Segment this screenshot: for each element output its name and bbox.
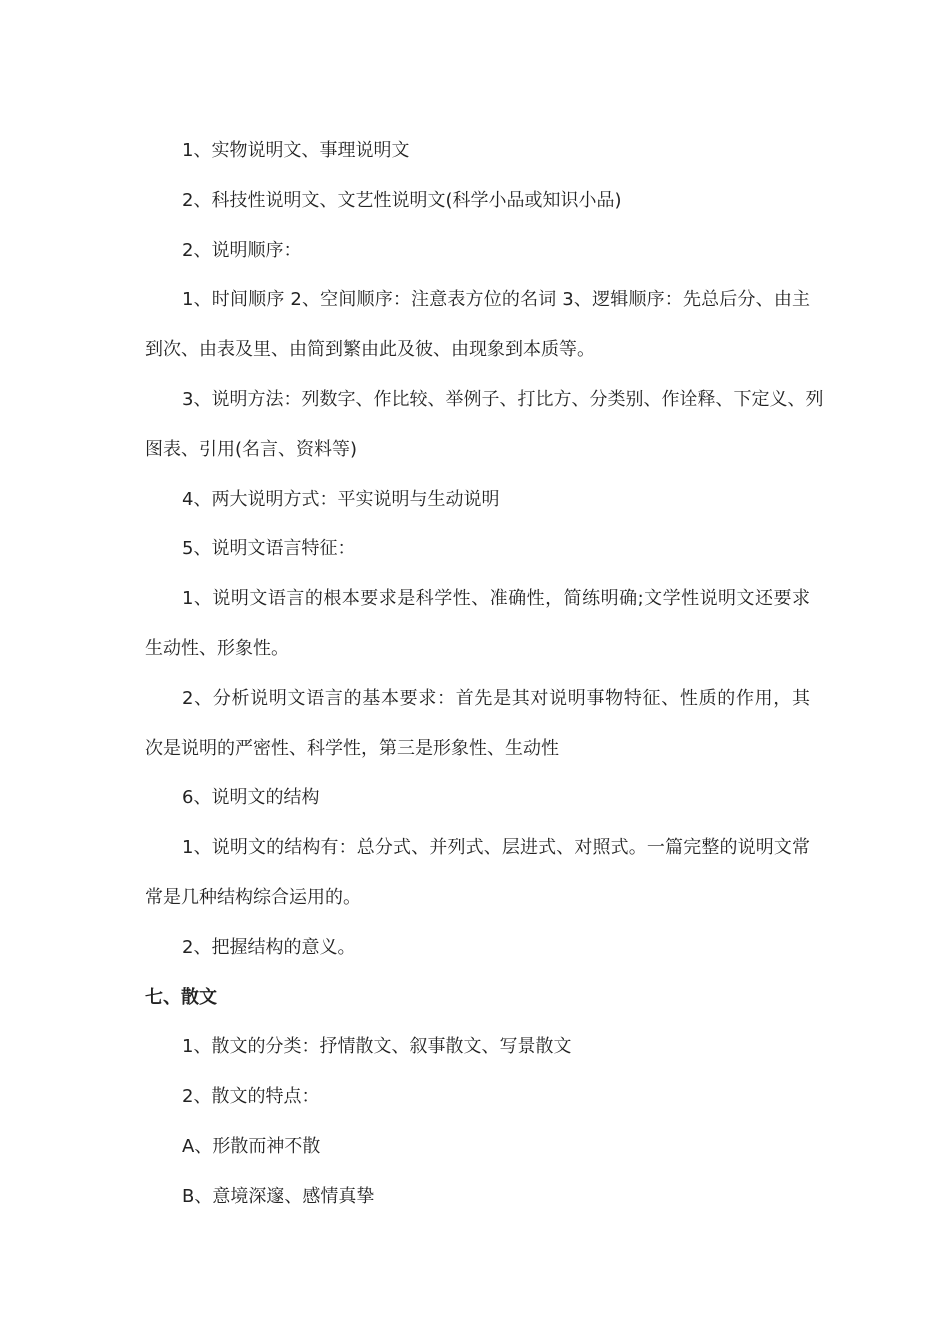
section-language-features: 5、说明文语言特征： xyxy=(182,538,356,560)
section-explanation-order: 2、说明顺序： xyxy=(182,239,302,261)
heading-prose: 七、散文 xyxy=(145,986,217,1008)
section-explanation-modes: 4、两大说明方式：平实说明与生动说明 xyxy=(182,488,500,510)
text-line-prose-features: 2、散文的特点： xyxy=(182,1086,320,1108)
text-line-order-types: 1、时间顺序 2、空间顺序：注意表方位的名词 3、逻辑顺序：先总后分、由主 xyxy=(182,289,810,311)
text-line-prose-types: 1、散文的分类：抒情散文、叙事散文、写景散文 xyxy=(182,1036,572,1058)
text-line-type-list: 1、实物说明文、事理说明文 xyxy=(182,140,410,161)
text-line-language-requirement: 1、说明文语言的根本要求是科学性、准确性，简练明确;文学性说明文还要求 xyxy=(182,588,810,610)
text-line-language-requirement-cont: 生动性、形象性。 xyxy=(145,637,289,659)
text-line-language-analysis-cont: 次是说明的严密性、科学性，第三是形象性、生动性 xyxy=(145,737,559,759)
section-explanation-methods: 3、说明方法：列数字、作比较、举例子、打比方、分类别、作诠释、下定义、列 xyxy=(182,388,824,410)
text-line-structure-types: 1、说明文的结构有：总分式、并列式、层进式、对照式。一篇完整的说明文常 xyxy=(182,837,810,859)
section-structure: 6、说明文的结构 xyxy=(182,787,320,809)
text-line-structure-meaning: 2、把握结构的意义。 xyxy=(182,936,356,958)
text-line-order-types-cont: 到次、由表及里、由简到繁由此及彼、由现象到本质等。 xyxy=(145,339,595,361)
text-line-structure-types-cont: 常是几种结构综合运用的。 xyxy=(145,886,361,908)
text-line-feature-b: B、意境深邃、感情真挚 xyxy=(182,1185,375,1207)
document-body xyxy=(145,126,824,1222)
text-line-type-list-2: 2、科技性说明文、文艺性说明文(科学小品或知识小品) xyxy=(182,189,622,211)
text-line-language-analysis: 2、分析说明文语言的基本要求：首先是其对说明事物特征、性质的作用，其 xyxy=(182,687,810,709)
text-line-feature-a: A、形散而神不散 xyxy=(182,1135,321,1157)
text-line-methods-cont: 图表、引用(名言、资料等) xyxy=(145,438,358,460)
